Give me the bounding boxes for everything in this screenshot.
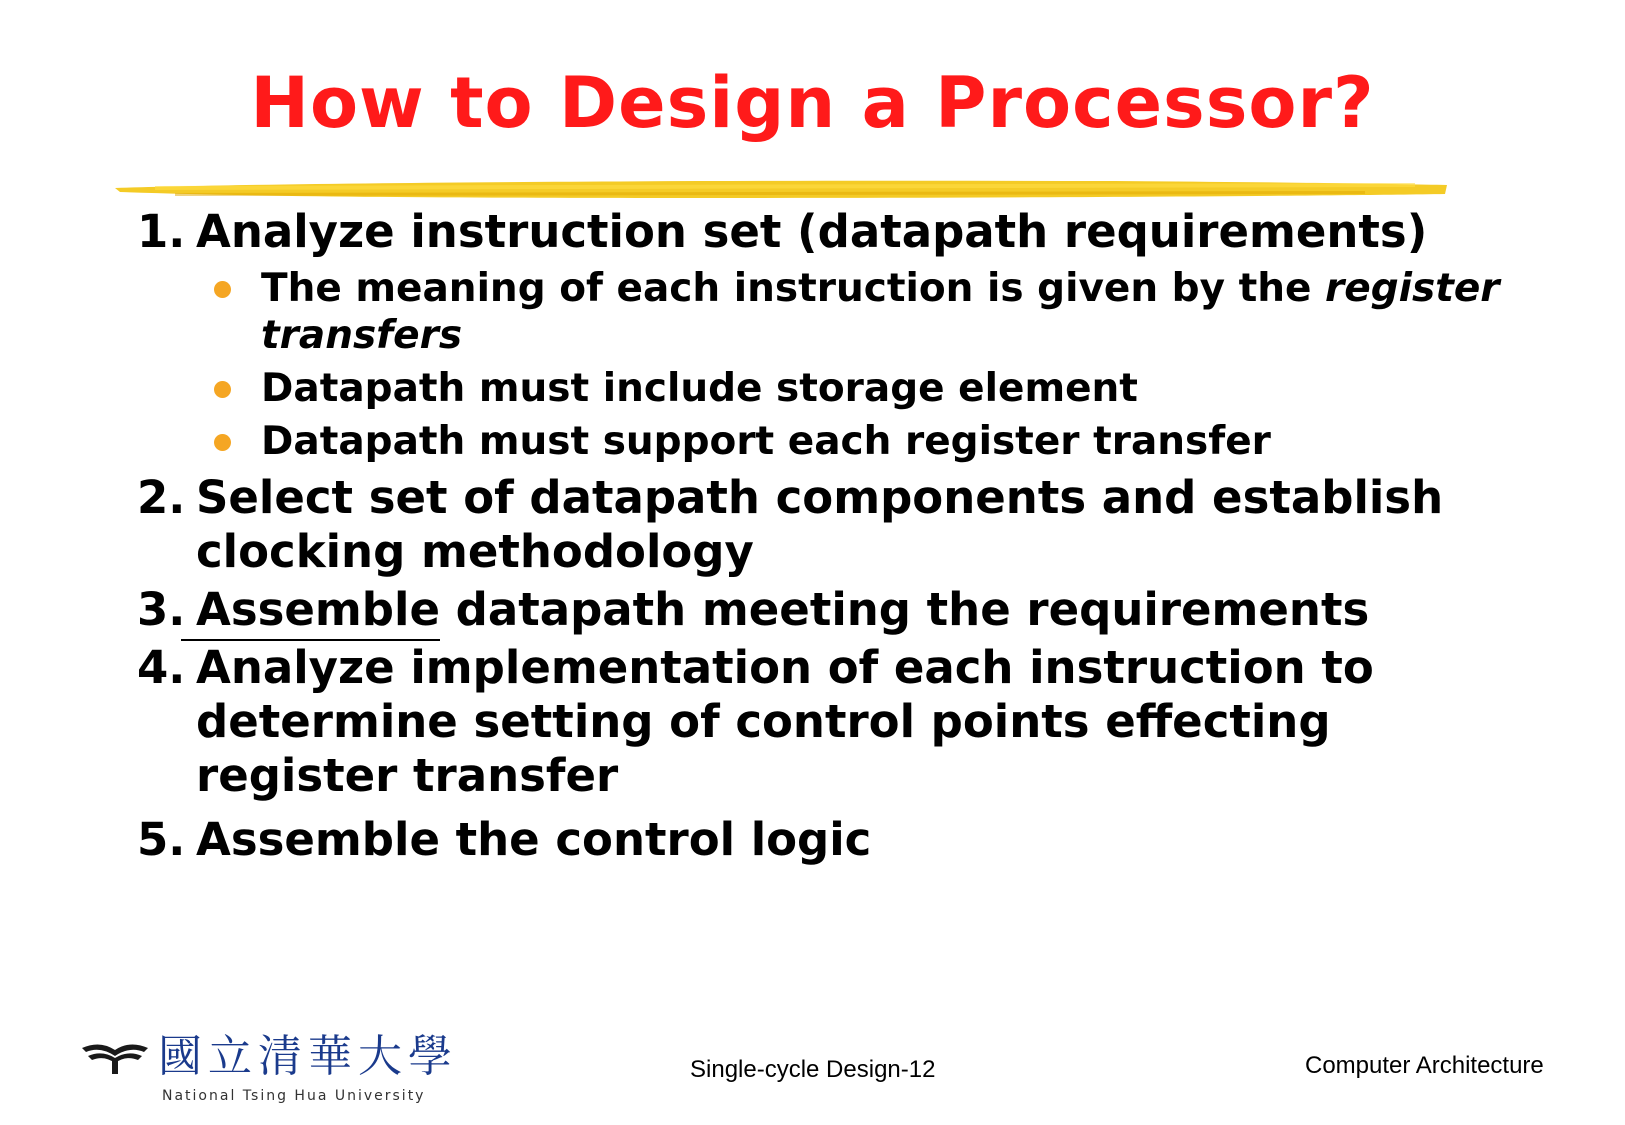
bullet-text: Datapath must support each register transfer bbox=[261, 419, 1271, 464]
step-5 bbox=[137, 813, 1517, 867]
step-1-bullet-2 bbox=[137, 365, 1517, 412]
step-1-bullet-1 bbox=[137, 265, 1517, 359]
underlined-word-text: Assemble bbox=[196, 583, 440, 636]
step-1-bullet-3 bbox=[137, 418, 1517, 465]
step-text: datapath meeting the requirements bbox=[439, 583, 1370, 636]
step-number: 1. bbox=[137, 205, 186, 258]
logo-chinese-text: 國立清華大學 bbox=[158, 1031, 458, 1082]
step-3 bbox=[137, 583, 1517, 637]
title-underline-brush bbox=[115, 178, 1450, 206]
step-number: 4. bbox=[137, 641, 186, 694]
bullet-text: The meaning of each instruction is given by the bbox=[261, 266, 1326, 311]
bullet-dot-icon bbox=[214, 281, 231, 298]
slide-footer-label: Single-cycle Design-12 bbox=[690, 1056, 936, 1083]
underlined-word bbox=[196, 583, 440, 636]
step-1 bbox=[137, 205, 1517, 259]
step-4 bbox=[137, 641, 1517, 803]
bullet-dot-icon bbox=[214, 381, 231, 398]
bullet-dot-icon bbox=[214, 434, 231, 451]
bullet-italic-text: register transfers bbox=[261, 266, 1500, 358]
step-text: Assemble the control logic bbox=[196, 813, 872, 866]
step-text: Select set of datapath components and establish clocking methodology bbox=[196, 471, 1444, 578]
step-number: 3. bbox=[137, 583, 186, 636]
course-name: Computer Architecture bbox=[1305, 1052, 1544, 1079]
slide-title: How to Design a Processor? bbox=[250, 62, 1375, 144]
university-logo bbox=[80, 1032, 460, 1112]
steps-list bbox=[137, 205, 1517, 871]
step-text: Analyze implementation of each instruction to determine setting of control points effecting register transfer bbox=[196, 641, 1374, 802]
logo-english-text: National Tsing Hua University bbox=[162, 1088, 426, 1104]
step-2 bbox=[137, 471, 1517, 579]
step-number: 5. bbox=[137, 813, 186, 866]
step-text: Analyze instruction set (datapath requirements) bbox=[196, 205, 1428, 258]
step-number: 2. bbox=[137, 471, 186, 524]
bullet-text: Datapath must include storage element bbox=[261, 366, 1138, 411]
nthu-emblem-icon bbox=[80, 1038, 150, 1078]
